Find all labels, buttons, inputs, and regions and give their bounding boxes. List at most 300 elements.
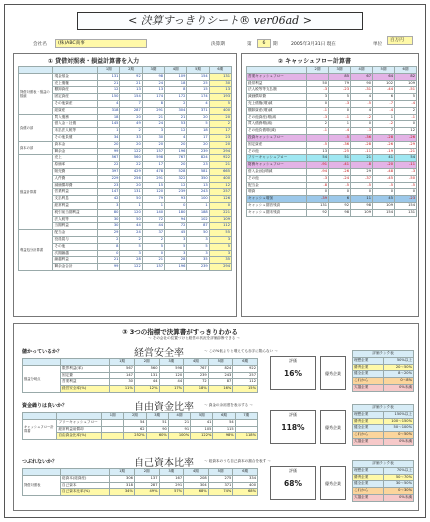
value-cell[interactable]: 350 — [187, 175, 209, 182]
value-cell[interactable]: 3 — [187, 250, 209, 257]
table-row — [247, 121, 417, 128]
value-cell[interactable]: 5 — [209, 100, 231, 107]
value-cell[interactable]: 21 — [98, 257, 120, 264]
row-label: 販売費 — [53, 168, 98, 175]
value-cell[interactable]: 7 — [120, 100, 142, 107]
table-row — [247, 209, 417, 216]
value-cell: 21 — [168, 419, 190, 426]
value-cell[interactable]: 2 — [209, 121, 231, 128]
value-cell: 291 — [159, 482, 184, 489]
indicator-note: ～ 総資本のうち自己資本の割合を表す ～ — [204, 459, 271, 463]
row-label: その他 — [247, 175, 307, 182]
value-cell[interactable]: 13 — [209, 87, 231, 94]
rate-cell: 11% — [110, 386, 135, 393]
section3-subtitle: ～ その会社の位置づけと経営の状況を評価診断できる ～ — [148, 336, 241, 340]
value-cell[interactable]: 18 — [187, 128, 209, 135]
value-cell[interactable]: 20 — [142, 141, 164, 148]
grade-box — [320, 356, 346, 390]
value-cell[interactable]: 28 — [120, 257, 142, 264]
value-cell[interactable]: 98 — [142, 73, 164, 80]
value-cell[interactable]: 400 — [209, 175, 231, 182]
value-cell: -3 — [351, 128, 373, 135]
value-cell[interactable]: 193 — [209, 94, 231, 101]
value-cell[interactable]: 102 — [187, 216, 209, 223]
value-cell[interactable]: 42 — [98, 196, 120, 203]
value-cell: 115 — [213, 426, 235, 433]
value-cell[interactable]: 109 — [165, 73, 187, 80]
year-header: 7期 — [235, 413, 257, 420]
value-cell[interactable]: 17 — [142, 162, 164, 169]
value-cell[interactable]: 50 — [120, 216, 142, 223]
value-cell[interactable]: 24 — [142, 121, 164, 128]
value-cell: 318 — [110, 482, 135, 489]
value-cell: -3 — [395, 168, 417, 175]
value-cell[interactable]: 5 — [209, 243, 231, 250]
value-cell[interactable]: 291 — [142, 175, 164, 182]
value-cell[interactable]: 665 — [209, 168, 231, 175]
header-blank — [23, 469, 61, 476]
value-cell[interactable]: 567 — [98, 155, 120, 162]
rate-cell: 18% — [184, 386, 209, 393]
value-cell[interactable]: 239 — [187, 264, 209, 271]
value-cell[interactable]: 126 — [209, 196, 231, 203]
year-header: 4期 — [165, 67, 187, 74]
value-cell[interactable]: 157 — [142, 148, 164, 155]
row-label: 法人税等 — [53, 216, 98, 223]
legend-row — [353, 474, 414, 481]
value-cell[interactable]: 2 — [98, 236, 120, 243]
result-value: 118% — [281, 423, 305, 432]
value-cell[interactable]: 17 — [187, 134, 209, 141]
value-cell[interactable]: 400 — [209, 107, 231, 114]
eval-label: 評価 — [289, 412, 297, 417]
table-row — [247, 80, 417, 87]
value-cell[interactable]: 131 — [98, 73, 120, 80]
value-cell[interactable]: 172 — [165, 94, 187, 101]
value-cell[interactable]: 12 — [98, 87, 120, 94]
value-cell[interactable]: 13 — [142, 87, 164, 94]
result-box — [270, 356, 316, 390]
value-cell[interactable]: 1 — [120, 202, 142, 209]
group-label: 資本の部 — [19, 141, 53, 155]
legend-grade: これから — [353, 488, 384, 495]
value-cell[interactable]: 0 — [165, 202, 187, 209]
value-cell[interactable]: 109 — [209, 216, 231, 223]
value-cell[interactable]: 157 — [142, 264, 164, 271]
value-cell: -5 — [351, 182, 373, 189]
value-cell[interactable]: 196 — [165, 264, 187, 271]
legend-range: 50%以上 — [383, 357, 414, 364]
value-cell: 79 — [329, 80, 351, 87]
value-cell[interactable]: 140 — [142, 209, 164, 216]
legend-grade: 理想企業 — [353, 357, 384, 364]
value-cell[interactable]: 30 — [98, 223, 120, 230]
value-cell[interactable]: 3 — [209, 236, 231, 243]
value-cell[interactable]: 93 — [165, 196, 187, 203]
value-cell[interactable]: 0 — [209, 202, 231, 209]
value-cell[interactable]: 18 — [165, 80, 187, 87]
value-cell[interactable]: 23 — [209, 134, 231, 141]
value-cell[interactable]: 528 — [165, 168, 187, 175]
value-cell[interactable]: 0 — [142, 250, 164, 257]
value-cell[interactable]: 15 — [187, 87, 209, 94]
value-cell: 120 — [159, 372, 184, 379]
value-cell[interactable]: 150 — [98, 94, 120, 101]
value-cell: -31 — [351, 87, 373, 94]
value-cell: 243 — [208, 372, 233, 379]
value-cell[interactable]: 45 — [165, 230, 187, 237]
value-cell[interactable]: 92 — [120, 73, 142, 80]
value-cell — [307, 134, 329, 141]
row-label: 役員賞与 — [53, 236, 98, 243]
value-cell[interactable]: 28 — [165, 257, 187, 264]
value-cell[interactable]: 429 — [120, 168, 142, 175]
value-cell[interactable]: 23 — [98, 182, 120, 189]
value-cell: 82 — [395, 73, 417, 80]
value-cell: 90 — [146, 426, 168, 433]
value-cell: 0 — [373, 189, 395, 196]
value-cell[interactable]: 154 — [120, 94, 142, 101]
value-cell[interactable]: 256 — [120, 175, 142, 182]
value-cell[interactable]: 50 — [187, 230, 209, 237]
rate-cell: 12% — [134, 386, 159, 393]
value-cell: 0 — [395, 121, 417, 128]
value-cell[interactable]: 318 — [98, 107, 120, 114]
row-label: 自己資本 — [61, 482, 110, 489]
value-cell[interactable]: 20 — [120, 182, 142, 189]
row-label: 売上 — [53, 155, 98, 162]
table-row — [247, 189, 417, 196]
value-cell[interactable]: 112 — [209, 223, 231, 230]
value-cell[interactable]: 145 — [98, 121, 120, 128]
year-header: 6期 — [233, 359, 258, 366]
value-cell[interactable]: 25 — [187, 80, 209, 87]
group-label: 貸借対照表 — [23, 475, 61, 495]
table-row — [247, 196, 417, 203]
value-cell[interactable]: 44 — [120, 223, 142, 230]
value-cell[interactable]: 21 — [209, 162, 231, 169]
value-cell[interactable]: 72 — [165, 223, 187, 230]
year-header: 2期 — [134, 469, 159, 476]
value-cell[interactable]: 322 — [165, 175, 187, 182]
value-cell[interactable]: 20 — [120, 114, 142, 121]
value-cell: 50 — [307, 80, 329, 87]
legend-grade: 欠損企業 — [353, 384, 384, 391]
value-cell[interactable]: 100 — [187, 196, 209, 203]
unit-field[interactable]: 百万円 — [387, 36, 413, 45]
legend-header — [353, 351, 414, 358]
value-cell: -36 — [329, 141, 351, 148]
value-cell[interactable]: 53 — [165, 121, 187, 128]
value-cell: 87 — [208, 379, 233, 386]
value-cell: 1 — [373, 114, 395, 121]
value-cell[interactable]: 13 — [120, 87, 142, 94]
value-cell[interactable]: 8 — [98, 243, 120, 250]
value-cell[interactable]: 21 — [142, 114, 164, 121]
value-cell[interactable]: 50 — [120, 196, 142, 203]
legend-grade: 優秀企業 — [353, 418, 384, 425]
row-label: 繰越利益 — [53, 257, 98, 264]
grade-box — [320, 466, 346, 500]
value-cell: -23 — [395, 196, 417, 203]
value-cell: -2 — [351, 114, 373, 121]
value-cell[interactable]: 598 — [142, 155, 164, 162]
value-cell[interactable]: 560 — [120, 155, 142, 162]
row-label: 買入債務 — [53, 114, 98, 121]
year-header: 4期 — [184, 359, 209, 366]
value-cell[interactable]: 243 — [187, 189, 209, 196]
result-box — [270, 410, 316, 444]
value-cell[interactable]: 3 — [142, 128, 164, 135]
value-cell[interactable]: 122 — [120, 264, 142, 271]
value-cell: -8 — [351, 162, 373, 169]
value-cell: 131 — [307, 202, 329, 209]
period-field[interactable]: 6 — [257, 39, 271, 48]
value-cell[interactable]: 3 — [165, 250, 187, 257]
value-cell: -5 — [395, 182, 417, 189]
value-cell[interactable]: 20 — [209, 141, 231, 148]
value-cell: 64 — [373, 73, 395, 80]
value-cell[interactable]: 17 — [209, 128, 231, 135]
value-cell[interactable]: 21 — [165, 114, 187, 121]
value-cell[interactable]: 291 — [142, 107, 164, 114]
indicator-name: 経営安全率 — [134, 348, 184, 359]
value-cell[interactable]: 3 — [98, 202, 120, 209]
rate-row — [23, 433, 258, 440]
value-cell[interactable]: 35 — [187, 257, 209, 264]
value-cell[interactable]: 478 — [142, 168, 164, 175]
value-cell[interactable]: 18 — [98, 114, 120, 121]
value-cell[interactable]: 2 — [120, 236, 142, 243]
value-cell: -3 — [329, 100, 351, 107]
row-label: 資本金 — [53, 141, 98, 148]
value-cell[interactable]: 24 — [120, 230, 142, 237]
rate-cell: 74% — [208, 489, 233, 496]
value-cell[interactable]: 371 — [187, 107, 209, 114]
value-cell[interactable]: 3 — [209, 250, 231, 257]
table-header-row — [247, 67, 417, 74]
value-cell[interactable]: 30 — [209, 80, 231, 87]
value-cell[interactable]: 397 — [98, 168, 120, 175]
value-cell[interactable]: 824 — [187, 155, 209, 162]
legend-grade: 欠損企業 — [353, 438, 384, 445]
value-cell[interactable]: 20 — [98, 141, 120, 148]
company-field[interactable]: (株)ABC商事 — [55, 39, 147, 48]
value-cell[interactable]: 21 — [120, 80, 142, 87]
indicator-note: ～ この%低よりと増えても赤字に陥らない ～ — [204, 349, 278, 353]
value-cell[interactable]: 99 — [98, 264, 120, 271]
value-cell[interactable]: 229 — [98, 175, 120, 182]
value-cell: -8 — [307, 182, 329, 189]
row-label: 棚卸資産 — [53, 87, 98, 94]
value-cell: 0 — [395, 189, 417, 196]
value-cell[interactable]: 4 — [165, 134, 187, 141]
year-header: 3期 — [159, 469, 184, 476]
rate-cell: 15% — [233, 386, 258, 393]
row-label: 経常利益前償却 — [57, 426, 102, 433]
value-cell: -11 — [395, 162, 417, 169]
value-cell[interactable]: 239 — [187, 148, 209, 155]
value-cell[interactable]: 29 — [98, 230, 120, 237]
value-cell[interactable]: 5 — [187, 243, 209, 250]
value-cell[interactable]: 1 — [98, 128, 120, 135]
year-header: 4期 — [351, 67, 373, 74]
value-cell[interactable]: 1 — [187, 202, 209, 209]
value-cell[interactable]: 20 — [165, 141, 187, 148]
value-cell[interactable]: 147 — [98, 189, 120, 196]
header-blank — [247, 67, 307, 74]
value-cell: 85 — [329, 73, 351, 80]
value-cell — [235, 426, 257, 433]
value-cell[interactable]: 12 — [209, 182, 231, 189]
value-cell[interactable]: 44 — [142, 223, 164, 230]
value-cell[interactable]: 4 — [187, 100, 209, 107]
table-row — [23, 426, 258, 433]
value-cell[interactable]: 767 — [165, 155, 187, 162]
value-cell: 5 — [395, 94, 417, 101]
value-cell[interactable]: 5 — [187, 121, 209, 128]
value-cell: 109 — [373, 202, 395, 209]
value-cell[interactable]: 2 — [120, 128, 142, 135]
value-cell: 67 — [351, 73, 373, 80]
value-cell[interactable]: 5 — [142, 243, 164, 250]
spreadsheet-sheet — [4, 4, 426, 518]
value-cell: 0 — [307, 100, 329, 107]
value-cell[interactable]: 1 — [142, 202, 164, 209]
value-cell[interactable]: 49 — [120, 121, 142, 128]
value-cell[interactable]: 239 — [165, 189, 187, 196]
value-cell[interactable]: 581 — [187, 168, 209, 175]
value-cell[interactable]: 5 — [120, 243, 142, 250]
value-cell[interactable]: 99 — [98, 148, 120, 155]
value-cell: 2 — [307, 121, 329, 128]
value-cell[interactable]: 8 — [165, 87, 187, 94]
value-cell[interactable]: 294 — [209, 148, 231, 155]
value-cell: -4 — [373, 107, 395, 114]
value-cell[interactable]: 8 — [142, 100, 164, 107]
value-cell[interactable]: 37 — [142, 230, 164, 237]
value-cell[interactable]: 257 — [209, 189, 231, 196]
indicator-table — [22, 468, 258, 496]
value-cell[interactable]: 12 — [165, 182, 187, 189]
value-cell[interactable]: 34 — [98, 134, 120, 141]
value-cell[interactable]: 294 — [209, 264, 231, 271]
value-cell[interactable]: 120 — [142, 189, 164, 196]
value-cell[interactable]: 80 — [98, 209, 120, 216]
value-cell[interactable]: 30 — [142, 134, 164, 141]
result-value: 68% — [284, 479, 302, 488]
value-cell[interactable]: 24 — [142, 80, 164, 87]
legend-row — [353, 488, 414, 495]
value-cell[interactable]: 30 — [98, 216, 120, 223]
value-cell[interactable]: 122 — [120, 148, 142, 155]
value-cell[interactable]: 154 — [187, 73, 209, 80]
value-cell: 109 — [395, 80, 417, 87]
value-cell[interactable]: 3 — [187, 236, 209, 243]
value-cell[interactable]: 3 — [120, 250, 142, 257]
value-cell[interactable]: 2 — [142, 236, 164, 243]
value-cell[interactable]: 55 — [209, 230, 231, 237]
value-cell[interactable]: 174 — [187, 94, 209, 101]
table-row — [19, 230, 232, 237]
value-cell: 105 — [191, 426, 213, 433]
value-cell[interactable]: 131 — [209, 73, 231, 80]
value-cell[interactable]: 221 — [209, 209, 231, 216]
value-cell[interactable]: 196 — [165, 148, 187, 155]
value-cell[interactable]: 5 — [165, 243, 187, 250]
value-cell[interactable]: 304 — [165, 107, 187, 114]
legend-row — [353, 432, 414, 439]
value-cell[interactable]: 79 — [142, 196, 164, 203]
value-cell[interactable]: 4 — [98, 100, 120, 107]
value-cell: -39 — [307, 196, 329, 203]
value-cell[interactable]: 23 — [187, 162, 209, 169]
value-cell[interactable]: 87 — [187, 223, 209, 230]
value-cell[interactable]: 3 — [165, 236, 187, 243]
value-cell: 275 — [208, 475, 233, 482]
group-label: 貸借対照表・損益の数値 — [19, 73, 53, 114]
value-cell[interactable]: 922 — [209, 155, 231, 162]
value-cell[interactable]: 94 — [165, 216, 187, 223]
legend-range: 0～8% — [383, 378, 414, 385]
year-header: 5期 — [191, 413, 213, 420]
value-cell: 102 — [373, 80, 395, 87]
value-cell[interactable]: 131 — [120, 189, 142, 196]
rate-cell: 68% — [233, 489, 258, 496]
row-label: 財務キャッシュフロー — [247, 162, 307, 169]
rate-cell: 60% — [146, 433, 168, 440]
row-label: 支払利息 — [53, 196, 98, 203]
value-cell[interactable]: 22 — [98, 162, 120, 169]
row-label: 棚卸資産(増)減 — [247, 107, 307, 114]
rank-legend — [352, 460, 414, 502]
value-cell[interactable]: 35 — [209, 257, 231, 264]
value-cell[interactable]: 22 — [120, 162, 142, 169]
value-cell[interactable]: 20 — [209, 114, 231, 121]
legend-row — [353, 438, 414, 445]
value-cell: 239 — [184, 372, 209, 379]
value-cell[interactable]: 21 — [142, 257, 164, 264]
value-cell[interactable]: 20 — [187, 114, 209, 121]
value-cell[interactable]: 287 — [120, 107, 142, 114]
value-cell[interactable]: 21 — [98, 80, 120, 87]
value-cell[interactable]: 20 — [165, 162, 187, 169]
row-label: 売上債権 — [53, 80, 98, 87]
rate-cell: 98% — [213, 433, 235, 440]
value-cell: 12 — [395, 128, 417, 135]
value-cell: -94 — [307, 168, 329, 175]
value-cell[interactable]: 0 — [98, 250, 120, 257]
value-cell[interactable]: 13 — [187, 182, 209, 189]
value-cell[interactable]: 12 — [165, 128, 187, 135]
value-cell[interactable]: 2 — [165, 100, 187, 107]
value-cell[interactable]: 15 — [142, 182, 164, 189]
header-blank — [61, 359, 110, 366]
value-cell[interactable]: 20 — [120, 141, 142, 148]
value-cell[interactable]: 120 — [120, 209, 142, 216]
value-cell[interactable]: 180 — [165, 209, 187, 216]
year-header: 6期 — [213, 413, 235, 420]
value-cell[interactable]: 33 — [120, 134, 142, 141]
table-row — [247, 155, 417, 162]
value-cell[interactable]: 72 — [142, 216, 164, 223]
value-cell: -26 — [395, 134, 417, 141]
value-cell[interactable]: 20 — [187, 141, 209, 148]
value-cell: -4 — [395, 100, 417, 107]
value-cell[interactable]: 188 — [187, 209, 209, 216]
value-cell[interactable]: 174 — [142, 94, 164, 101]
year-header: 2期 — [134, 359, 159, 366]
